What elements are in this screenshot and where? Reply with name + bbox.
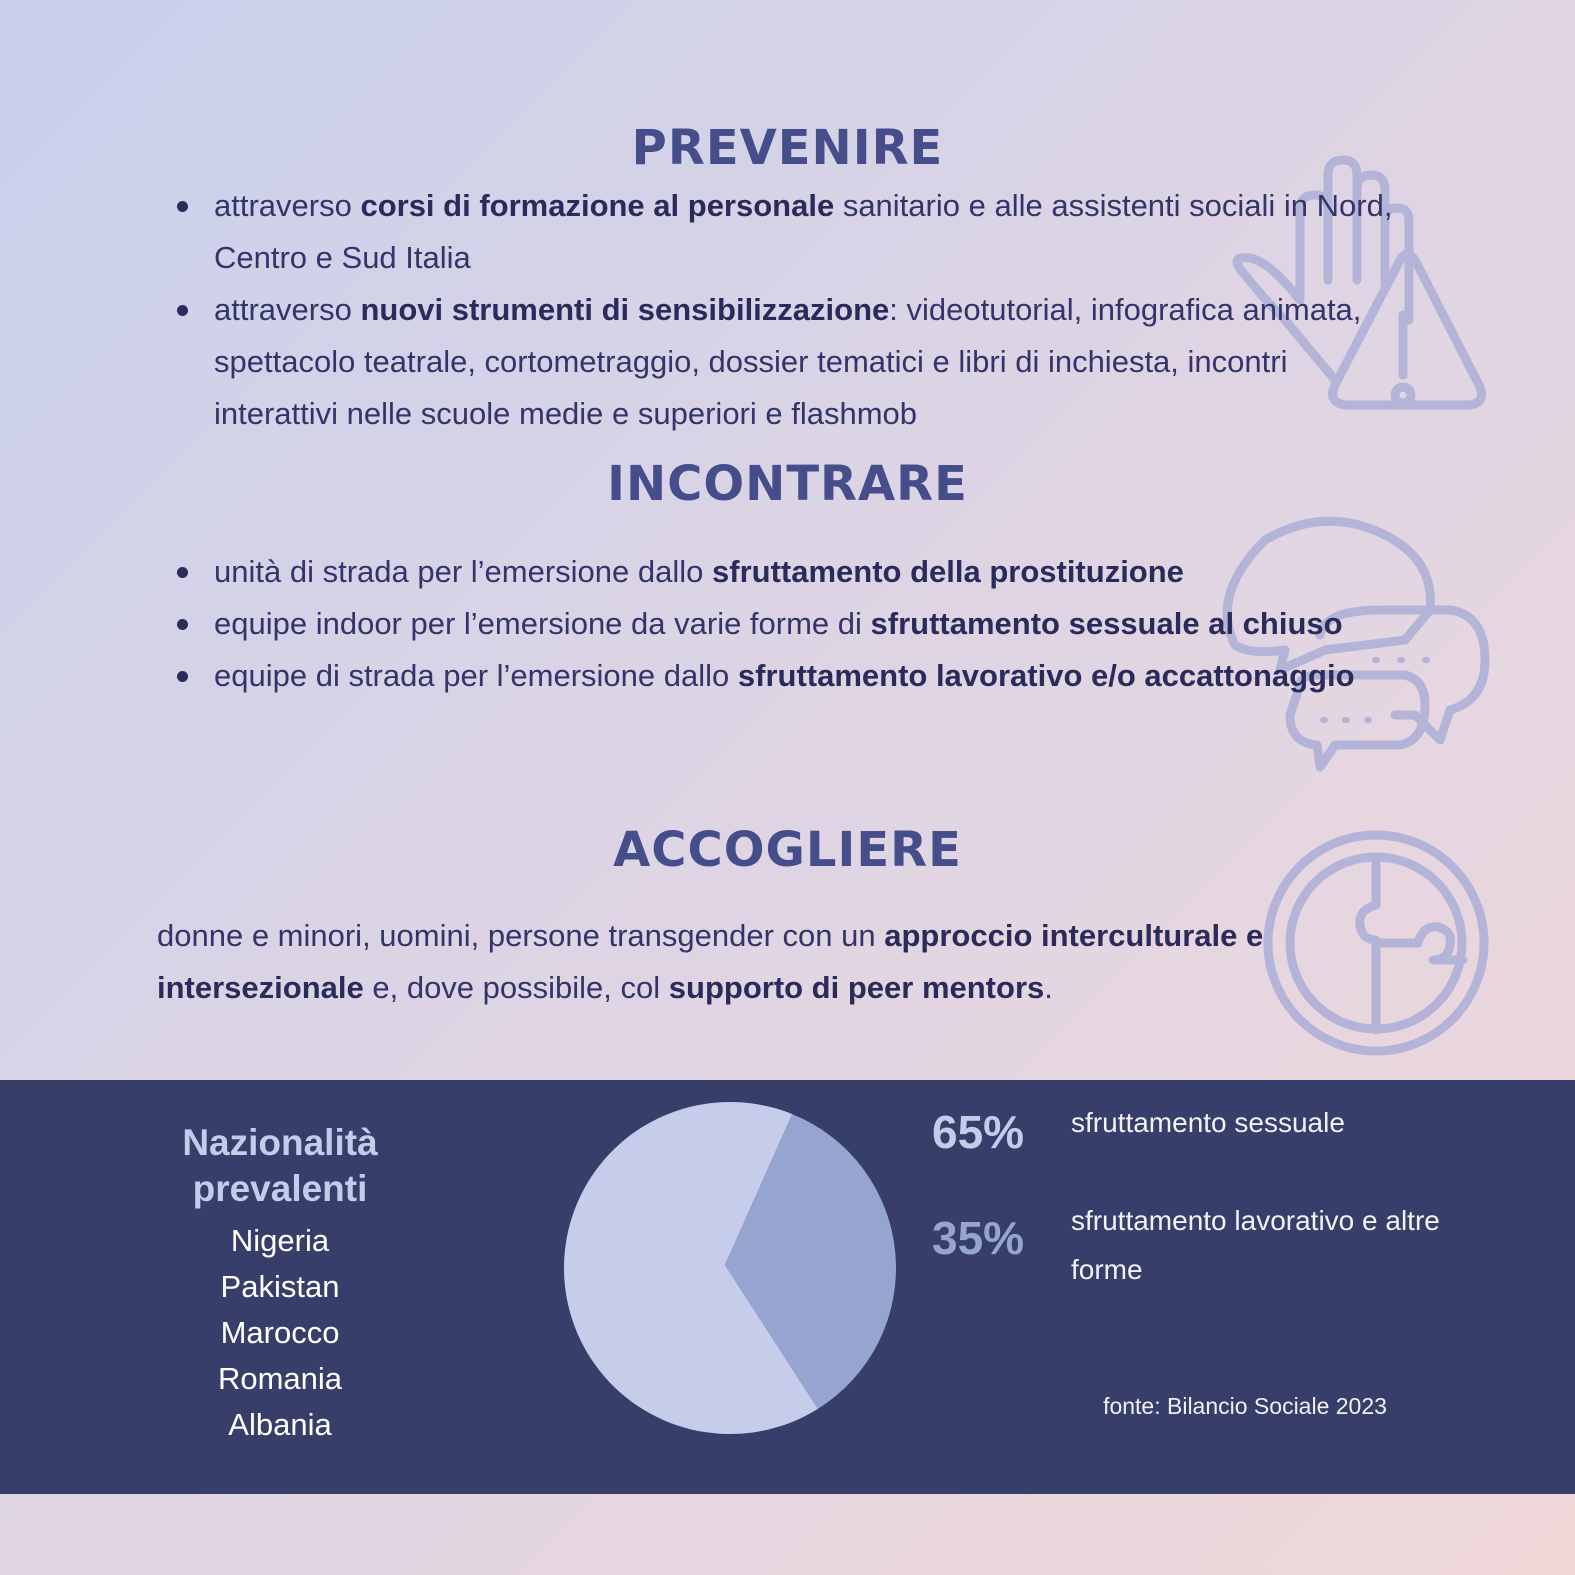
list-item: attraverso nuovi strumenti di sensibilizzazione: videotutorial, infografica animata, spettacolo teatrale, cortometraggio, dossier tematici e libri di inchiesta, incontri interattivi nelle scuole medie e superiori e flashmob [172, 284, 1412, 440]
prevenire-list [172, 180, 1412, 440]
pct-sexual: 65% [932, 1106, 1025, 1158]
pie-chart [560, 1100, 905, 1445]
label-labour: sfruttamento lavorativo e altre forme [1071, 1205, 1440, 1285]
accogliere-paragraph: donne e minori, uomini, persone transgender con un approccio interculturale e intersezionale e, dove possibile, col supporto di peer mentors. [157, 918, 1264, 1005]
label-sexual: sfruttamento sessuale [1071, 1107, 1345, 1138]
list-item: Marocco [220, 1315, 340, 1350]
section-title-prevenire: PREVENIRE [631, 120, 944, 176]
list-item: equipe indoor per l’emersione da varie forme di sfruttamento sessuale al chiuso [172, 598, 1412, 650]
stats-band [0, 1080, 1575, 1494]
section-title-accogliere: ACCOGLIERE [613, 822, 962, 878]
list-item: unità di strada per l’emersione dallo sfruttamento della prostituzione [172, 546, 1412, 598]
nationalities-list [130, 1218, 430, 1448]
list-item: Nigeria [230, 1223, 330, 1258]
section-title-incontrare: INCONTRARE [607, 456, 968, 512]
source-note: fonte: Bilancio Sociale 2023 [1103, 1393, 1387, 1419]
list-item: attraverso corsi di formazione al personale sanitario e alle assistenti sociali in Nord, Centro e Sud Italia [172, 180, 1412, 284]
list-item: Pakistan [220, 1269, 340, 1304]
incontrare-list [172, 546, 1412, 702]
list-item: equipe di strada per l’emersione dallo sfruttamento lavorativo e/o accattonaggio [172, 650, 1412, 702]
list-item: Romania [217, 1361, 343, 1396]
pct-labour: 35% [932, 1212, 1025, 1264]
nationalities-title: Nazionalità prevalenti [182, 1122, 378, 1209]
list-item: Albania [228, 1407, 332, 1442]
